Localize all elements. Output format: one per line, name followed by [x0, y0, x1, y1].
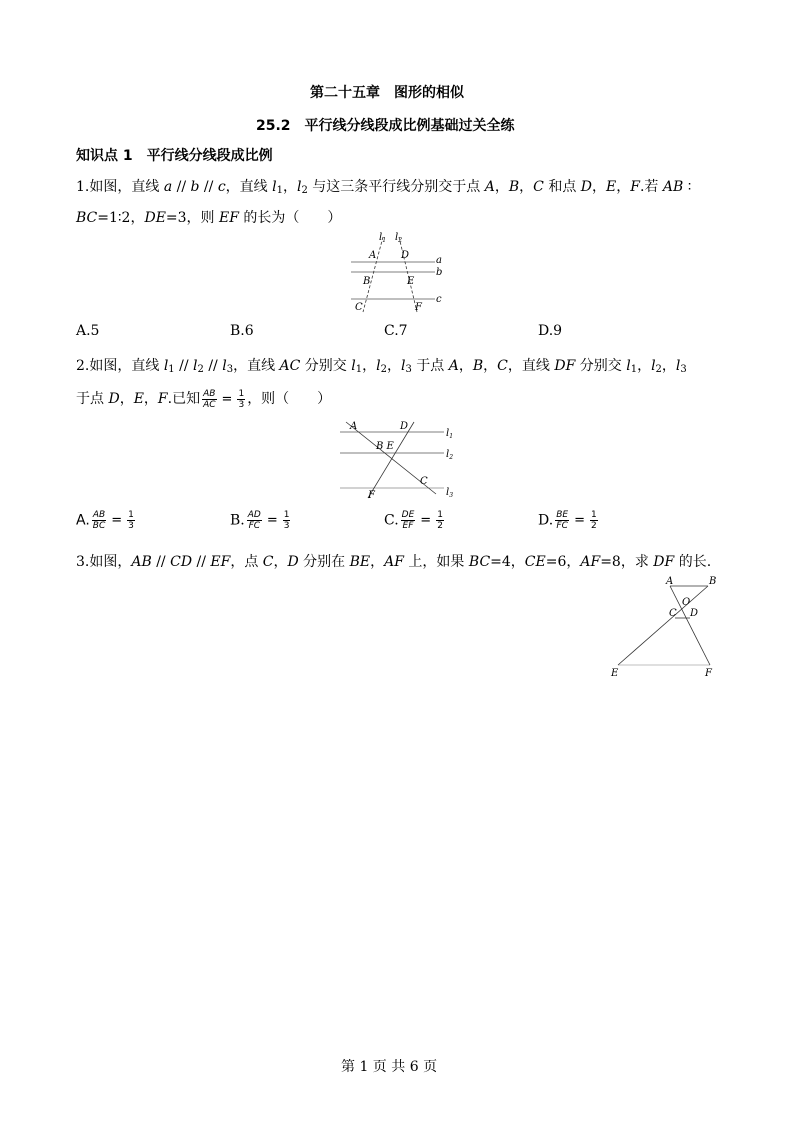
label-E: E — [407, 276, 415, 287]
label-A: A — [666, 576, 674, 587]
label-C: C — [420, 476, 428, 487]
label-O: O — [682, 597, 691, 608]
q2-option-b: B. $\frac{AD}{FC}$ = $\frac{1}{3}$ — [230, 510, 290, 531]
q1-option-a: A.5 — [76, 323, 100, 339]
label-D: D — [401, 250, 410, 261]
label-b: b — [436, 267, 443, 278]
label-D: D — [400, 421, 409, 432]
line-l1 — [363, 237, 383, 312]
q1-option-b: B.6 — [230, 323, 254, 339]
q3-figure — [606, 574, 722, 680]
label-B: B — [709, 576, 717, 587]
q2-given-value: $\frac{1}{3}$ — [238, 388, 245, 410]
q2-option-c: C. $\frac{DE}{EF}$ = $\frac{1}{2}$ — [384, 510, 443, 531]
q3-line1: 3.如图，AB // CD // EF，点 C，D 分别在 BE，AF 上，如果 BC=4，CE=6，AF=8，求 DF 的长. — [76, 554, 712, 570]
label-F: F — [415, 302, 422, 313]
label-l3: $l_3$ — [446, 487, 454, 499]
label-E: E — [611, 668, 619, 679]
label-A: A — [369, 250, 377, 261]
q1-option-d: D.9 — [538, 323, 563, 339]
q2-option-d: D. $\frac{BE}{FC}$ = $\frac{1}{2}$ — [538, 510, 597, 531]
label-F: F — [705, 668, 712, 679]
segment-BE — [618, 586, 708, 665]
q2-line2: 于点 D，E，F.已知 $\frac{AB}{AC}$ = $\frac{1}{3}$ ，则（ ） — [76, 388, 332, 410]
line-DF — [368, 422, 414, 498]
q2-given-fraction: $\frac{AB}{AC}$ — [203, 388, 216, 410]
label-A: A — [350, 421, 358, 432]
label-l2: $l_2$ — [446, 449, 454, 461]
label-a: a — [436, 255, 442, 266]
q2-option-a: A. $\frac{AB}{BC}$ = $\frac{1}{3}$ — [76, 510, 134, 531]
page-footer: 第 1 页 共 6 页 — [341, 1059, 438, 1075]
label-c: c — [436, 294, 442, 305]
q1-line1: 1.如图，直线 a // b // c，直线 $l_1$，$l_2$ 与这三条平行线分别交于点 A，B，C 和点 D，E，F.若 AB ∶ — [76, 179, 692, 196]
label-l1: $l_1$ — [446, 428, 454, 440]
q2-figure — [336, 418, 466, 502]
label-l2: $l_2$ — [395, 232, 403, 244]
label-F: F — [368, 490, 375, 501]
label-BE: B E — [376, 441, 394, 452]
q1-option-c: C.7 — [384, 323, 408, 339]
knowledge-point-heading: 知识点 1 平行线分线段成比例 — [76, 148, 273, 164]
label-D: D — [690, 608, 699, 619]
label-l1: $l_1$ — [379, 232, 387, 244]
q2-line1: 2.如图，直线 $l_1 // l_2 // l_3$，直线 AC 分别交 $l_1$，$l_2$，$l_3$ 于点 A，B，C，直线 DF 分别交 $l_1$，$l_2$，$l_3$ — [76, 358, 687, 375]
line-l2 — [399, 237, 417, 312]
label-C: C — [355, 302, 363, 313]
label-C: C — [669, 608, 677, 619]
q1-line2: BC=1∶2，DE=3，则 EF 的长为（ ） — [76, 210, 342, 226]
label-B: B — [363, 276, 371, 287]
q1-figure — [345, 232, 450, 316]
section-title: 25.2 平行线分线段成比例基础过关全练 — [256, 118, 515, 134]
chapter-title: 第二十五章 图形的相似 — [310, 85, 464, 101]
